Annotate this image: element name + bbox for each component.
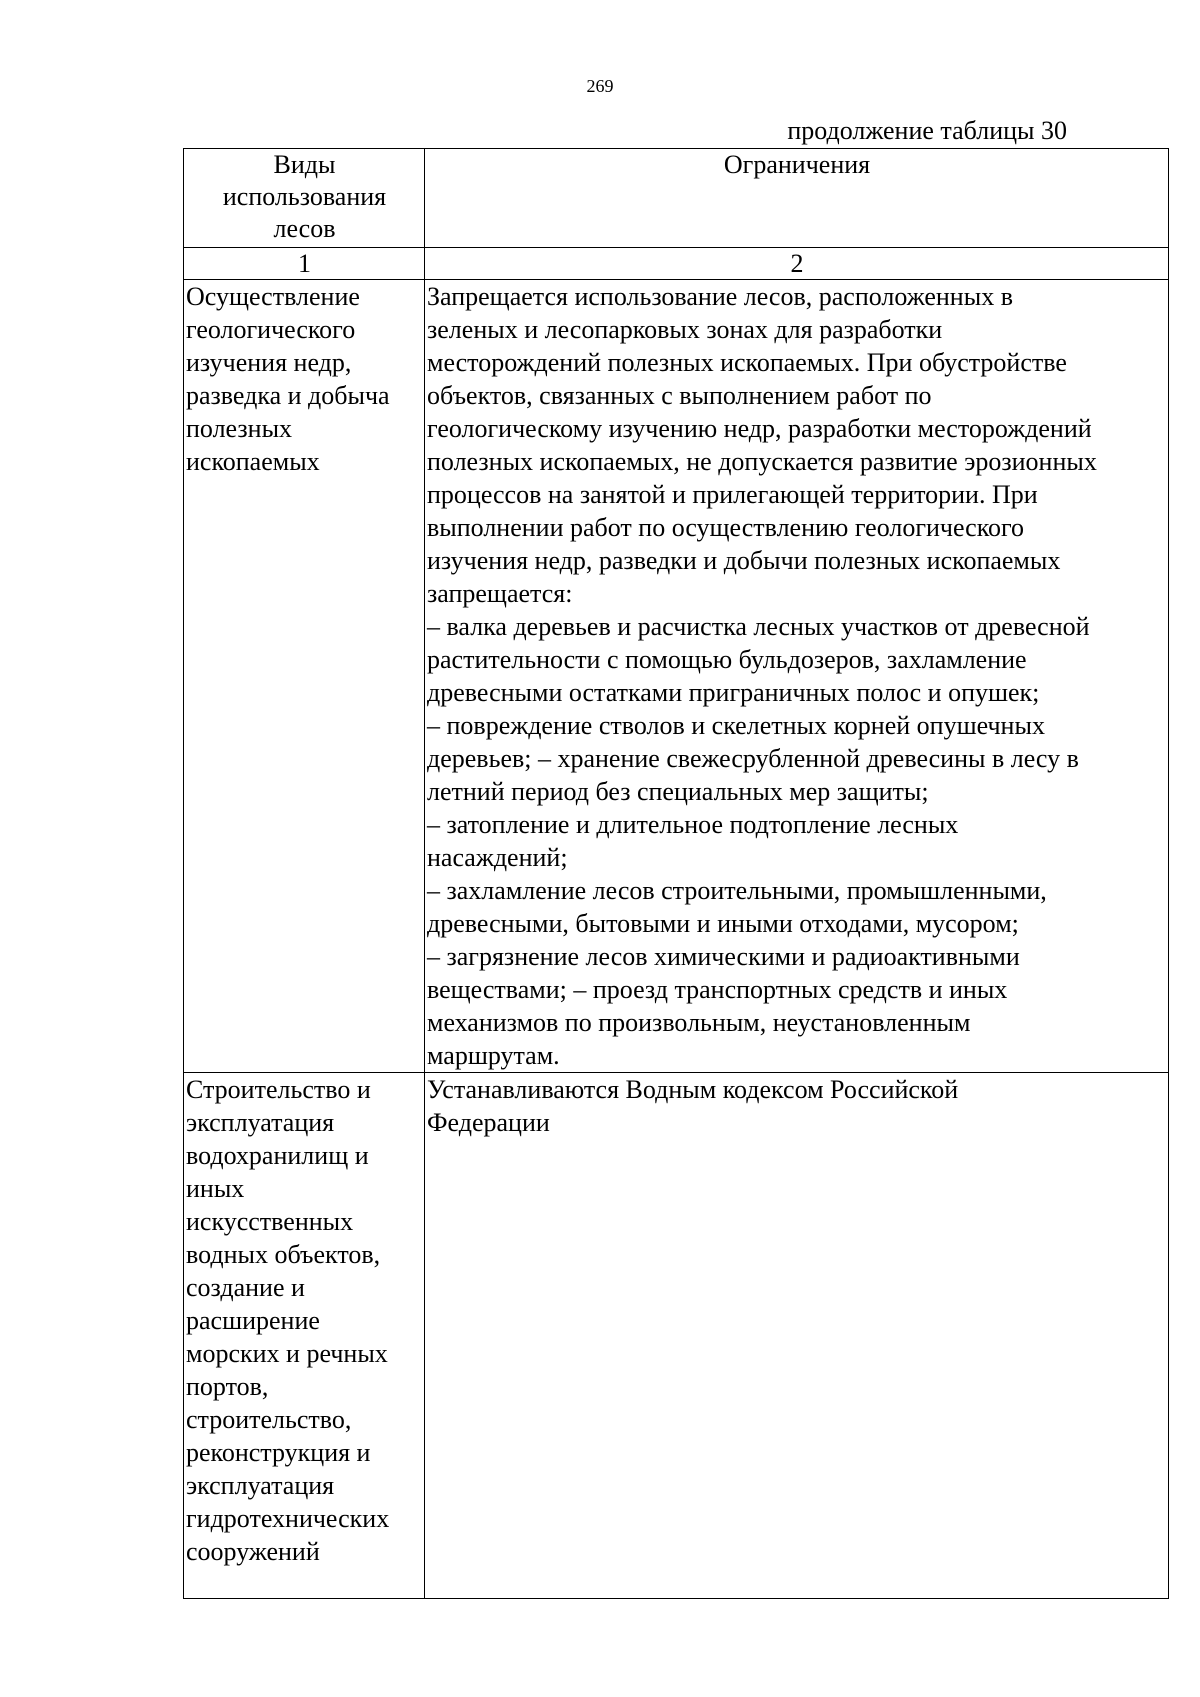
forest-use-cell: Строительство и эксплуатация водохранилищ и иных искусственных водных объектов, создание и расширение морских и речных портов, строительство, реконструкция и эксплуатация гидротехнических сооружений (184, 1073, 425, 1599)
column-numbers-row (184, 248, 1169, 280)
forest-use-cell: Осуществление геологического изучения недр, разведка и добыча полезных ископаемых (184, 280, 425, 1073)
column-number-1: 1 (184, 248, 425, 280)
table-row (184, 1073, 1169, 1599)
restriction-cell: Устанавливаются Водным кодексом Российской Федерации (425, 1073, 1169, 1599)
page-number: 269 (586, 76, 614, 96)
table-caption: продолжение таблицы 30 (787, 116, 1067, 145)
restrictions-table (183, 148, 1169, 1599)
header-forest-use-types: Виды использования лесов (184, 149, 425, 248)
column-number-2: 2 (425, 248, 1169, 280)
table-row (184, 280, 1169, 1073)
table-header-row (184, 149, 1169, 248)
header-restrictions: Ограничения (425, 149, 1169, 248)
restriction-cell: Запрещается использование лесов, расположенных в зеленых и лесопарковых зонах для разработки месторождений полезных ископаемых. При обустройстве объектов, связанных с выполнением работ по геологическому изучению недр, разработки месторождений полезных ископаемых, не допускается развитие эрозионных процессов на занятой и прилегающей территории. При выполнении работ по осуществлению геологического изучения недр, разведки и добычи полезных ископаемых запрещается: – валка деревьев и расчистка лесных участков от древесной растительности с помощью бульдозеров, захламление древесными остатками приграничных полос и опушек; – повреждение стволов и скелетных корней опушечных деревьев; – хранение свежесрубленной древесины в лесу в летний период без специальных мер защиты; – затопление и длительное подтопление лесных насаждений; – захламление лесов строительными, промышленными, древесными, бытовыми и иными отходами, мусором; – загрязнение лесов химическими и радиоактивными веществами; – проезд транспортных средств и иных механизмов по произвольным, неустановленным маршрутам. (425, 280, 1169, 1073)
